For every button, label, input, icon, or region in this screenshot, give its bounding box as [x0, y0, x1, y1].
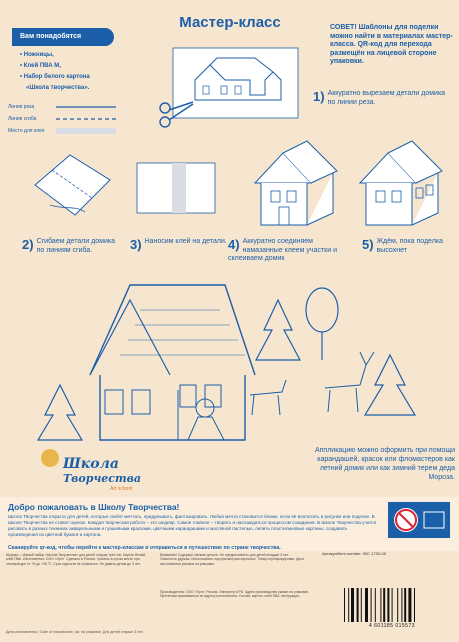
legend-cut-label: Линия реза: [8, 104, 35, 110]
barcode-bar: [401, 588, 402, 622]
scan-text: Сканируйте qr-код, чтобы перейти к мастер-классам и отправиться в путешествие по стране творчества.: [8, 545, 281, 551]
age-warning-badge: [388, 502, 450, 538]
step-text: Ждём, пока поделка высохнет: [376, 238, 443, 254]
glue-sample: [56, 128, 116, 134]
list-item: • Ножницы,: [20, 52, 54, 58]
legend-glue-label: Место для клея: [8, 128, 45, 134]
cut-line-sample: [56, 105, 116, 109]
step1-illustration: [155, 40, 305, 130]
needs-list: [20, 50, 160, 94]
needs-badge: Вам понадобятся: [12, 28, 114, 46]
school-logo: [38, 440, 148, 492]
step-number: 5): [362, 237, 374, 252]
step5-illustration: [350, 133, 455, 233]
barcode-bar: [387, 588, 389, 622]
fold-line-sample: [56, 117, 116, 121]
coloring-scene: [20, 280, 440, 445]
fine-print-col: Журнал – чёрный набор «Школа Творчества» для детей старше трёх лет. Картон белый, клей ПВА. Изготовитель: ООО «Луч». Сделано в России. Хранить в сухом месте при температуре от +5 до +35 °С. Срок годности не ограничен. Не давать детям до 3 лет.: [6, 553, 146, 566]
step4-illustration: [245, 133, 345, 233]
logo-line2: Творчества: [63, 472, 141, 485]
page-title: Мастер-класс: [179, 14, 281, 31]
legend-fold-label: Линия сгиба: [8, 116, 37, 122]
barcode: [342, 588, 442, 622]
step-2: [22, 238, 117, 255]
step-number: 4): [228, 237, 240, 252]
barcode-bar: [392, 588, 393, 622]
step-1: [313, 90, 453, 107]
barcode-bar: [361, 588, 362, 622]
list-item: • Клей ПВА М,: [20, 63, 61, 69]
step-4: [228, 238, 346, 264]
legend: [8, 101, 128, 137]
no-small-children-icon: [388, 502, 450, 538]
barcode-bar: [383, 588, 385, 622]
tip-text: СОВЕТ! Шаблоны для поделки можно найти в материалах мастер-класса. QR-код для перехода размещён на лицевой стороне упаковки.: [330, 24, 453, 65]
list-item: • Набор белого картона: [20, 74, 90, 80]
barcode-bar: [344, 588, 345, 622]
barcode-bar: [380, 588, 381, 622]
barcode-bar: [414, 588, 415, 622]
logo-line1: Школа: [63, 456, 119, 472]
step3-illustration: [132, 158, 222, 218]
barcode-bar: [404, 588, 406, 622]
barcode-bar: [348, 588, 349, 622]
logo-tag: Art school: [110, 486, 133, 492]
step-number: 3): [130, 237, 142, 252]
barcode-bar: [357, 588, 359, 622]
step-5: [362, 238, 454, 255]
step-text: Наносим клей на детали.: [144, 238, 227, 245]
barcode-bar: [397, 588, 398, 622]
fine-print-col: Внимание! Содержит мелкие детали. Не предназначено для детей младше 3 лет. Опасность удушья. Использовать под присмотром взрослых. Товар сертифицирован. Дата изготовления указана на упаковке.: [160, 553, 304, 566]
applique-note: Аппликацию можно оформить при помощи карандашей, красок или фломастеров как летний домик или как зимний терем деда Мороза.: [314, 447, 455, 481]
barcode-bar: [365, 588, 368, 622]
step-text: Аккуратно соединяем намазанные клеем участки и склеиваем домик: [228, 238, 337, 262]
barcode-number: 4 601185 015573: [368, 623, 416, 629]
barcode-bar: [351, 588, 354, 622]
barcode-bar: [371, 588, 372, 622]
barcode-bar: [375, 588, 376, 622]
step-text: Сгибаем детали домика по линиям сгиба.: [36, 238, 115, 254]
step2-illustration: [30, 150, 120, 230]
welcome-title: Добро пожаловать в Школу Творчества!: [8, 502, 180, 512]
step-text: Аккуратно вырезаем детали домика по линии реза.: [327, 90, 446, 106]
article-number: Артикул/Item number: 30С 1790-08: [322, 551, 386, 556]
step-number: 1): [313, 89, 325, 104]
step-3: [130, 238, 230, 251]
welcome-text: Школа Творчества открыта для детей, которые любят мечтать, придумывать, фантазировать. Любая мечта становится ближе, если её воплотить в рисунке или поделке. В Школе Творчества не ставят оценок. Каждая творческая работа – это шедевр. Самое главное – творить и наслаждаться процессом созидания. В Школе Творчества учатся рисовать в разных техниках акварельными и гуашевыми красками, цветными карандашами и масляной пастелью, лепить пластилиновые картины, создавать произведения из цветной бумаги и картона.: [8, 514, 377, 537]
fine-print-extra: Производитель: ООО «Луч», Россия. Импортер в РБ. Адрес производства указан на упаковке. Претензии принимаются по адресу изготовителя. Состав: картон, клей ПВА, инструкция.: [160, 590, 310, 599]
step-number: 2): [22, 237, 34, 252]
list-item: «Школа творчества».: [26, 85, 90, 91]
barcode-bar: [408, 588, 411, 622]
footer-text: Дата изготовления / Date of manufacture: см. на упаковке. Для детей старше 3 лет.: [6, 630, 144, 634]
